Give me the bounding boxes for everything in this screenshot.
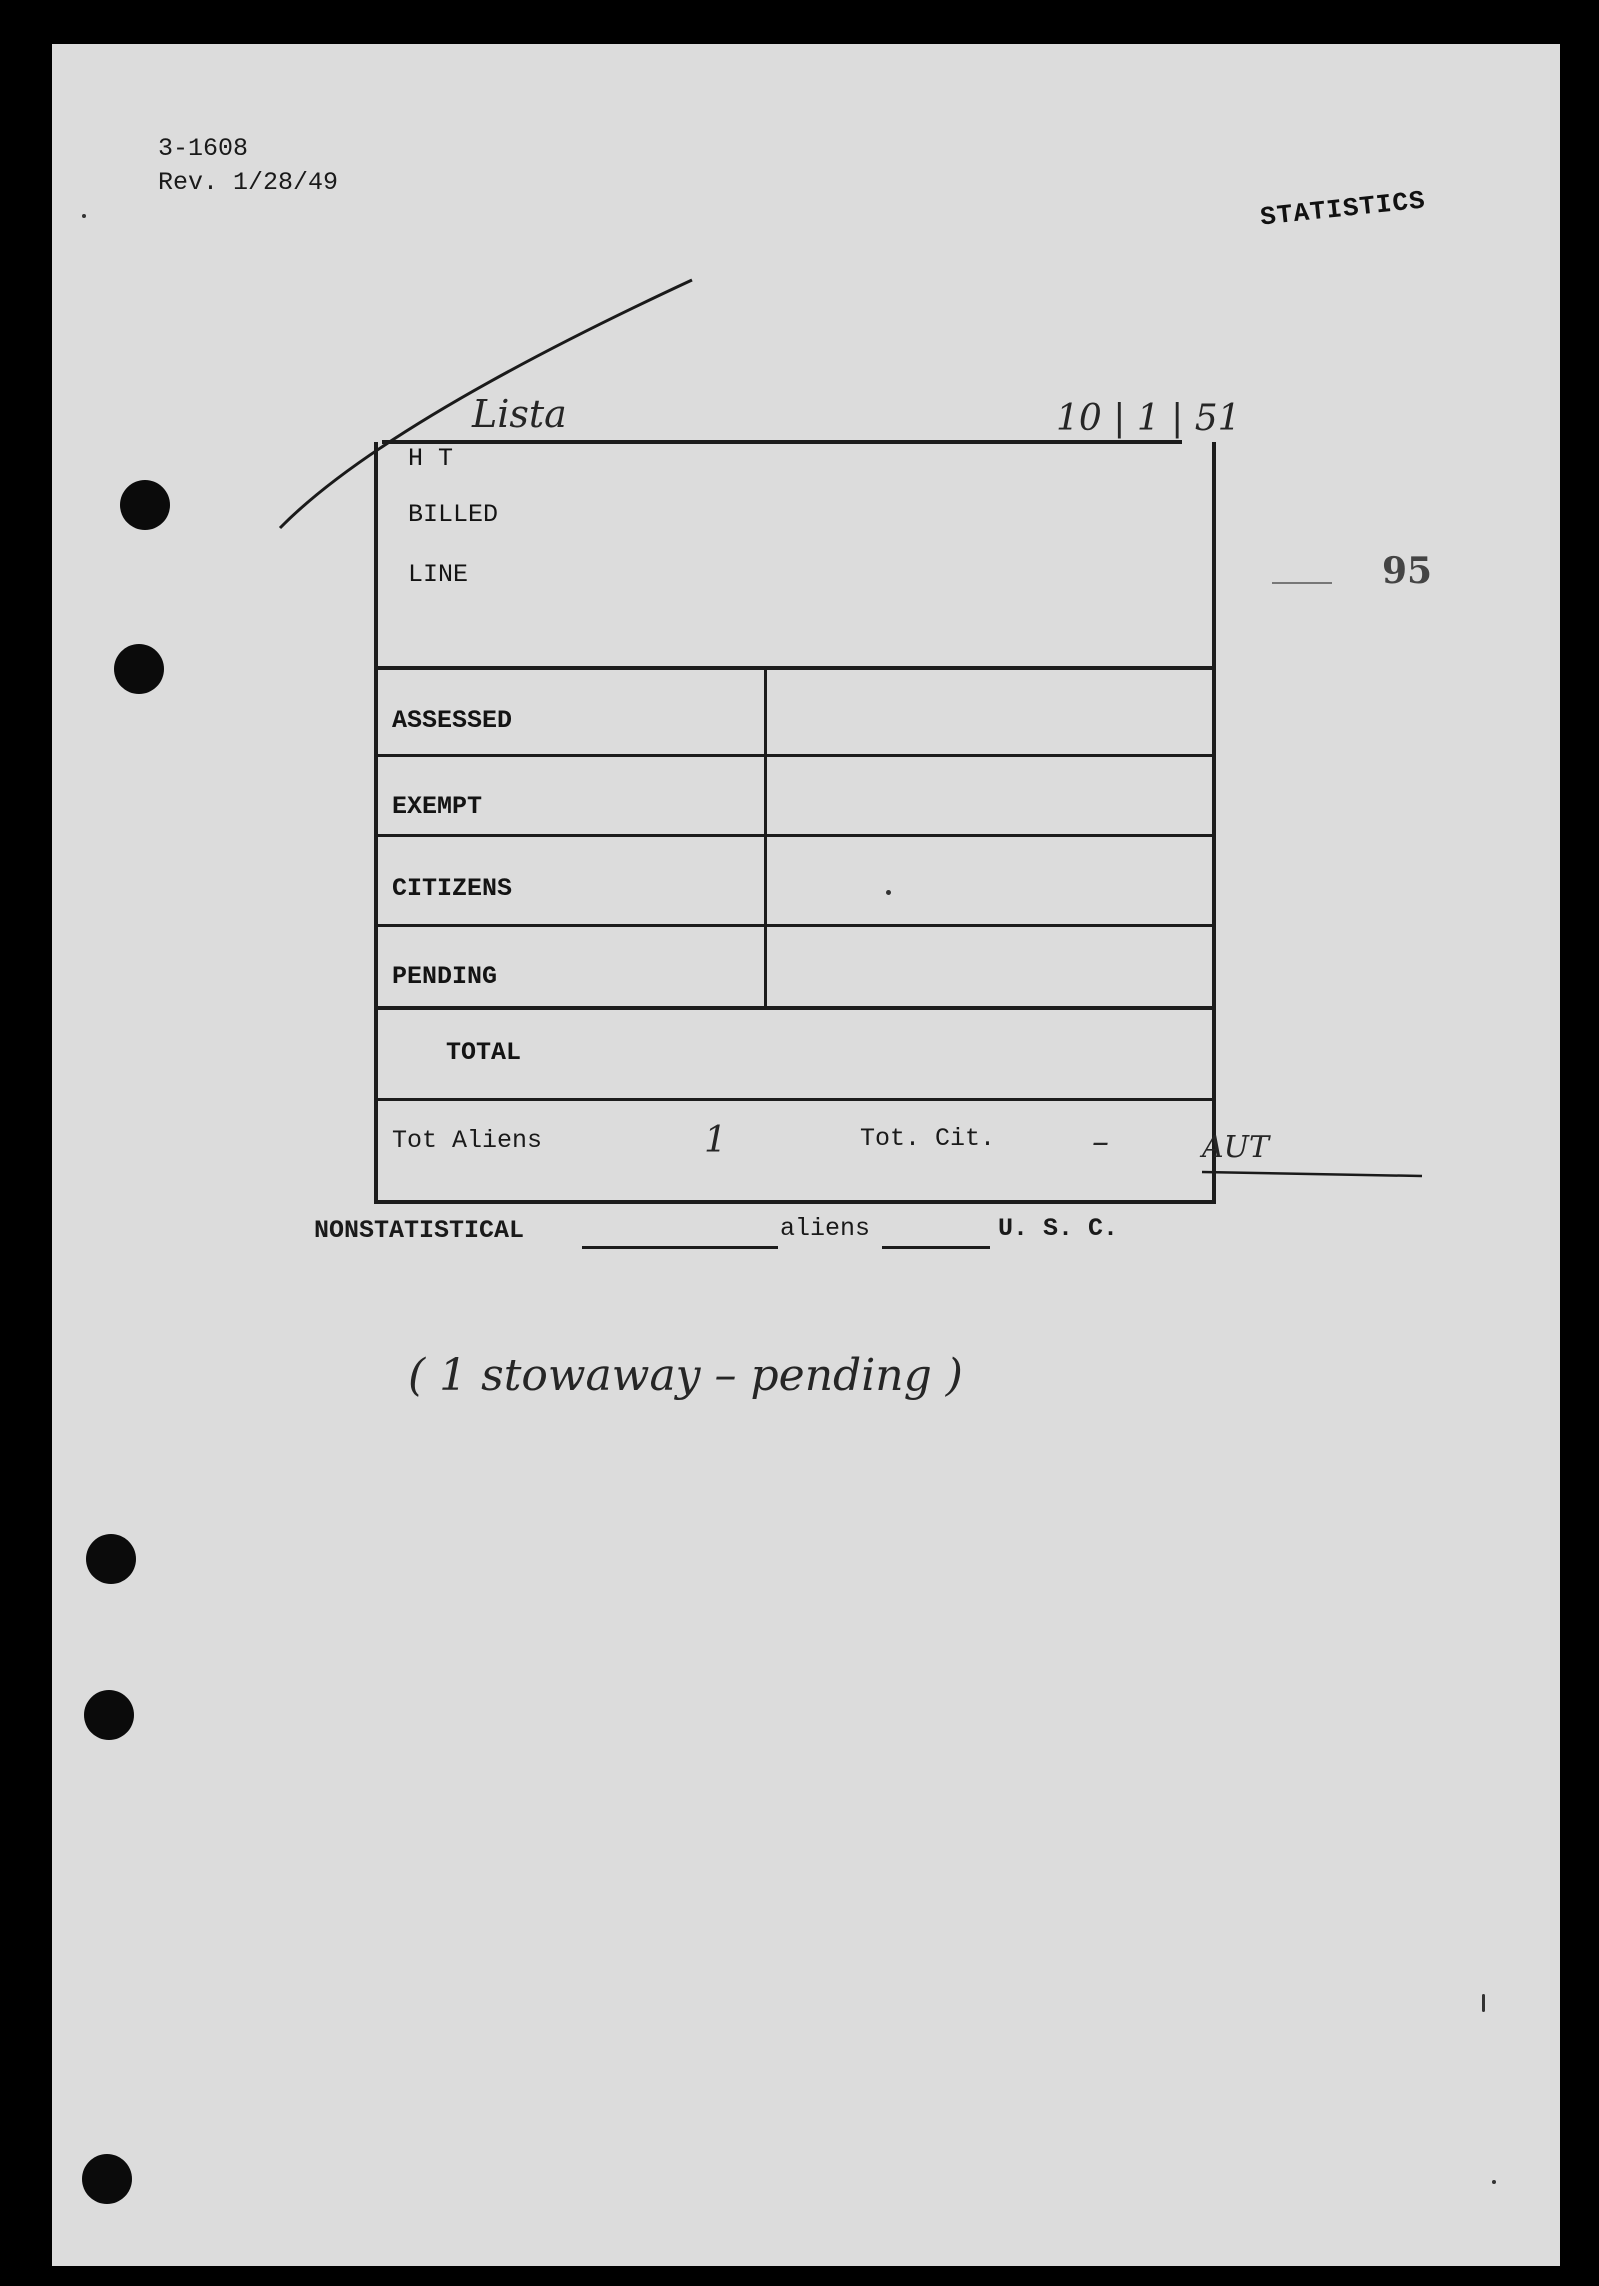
speck <box>886 890 891 895</box>
label-line: LINE <box>408 560 469 589</box>
row-divider <box>374 1006 1216 1010</box>
blank-line-nonstatistical <box>582 1246 778 1249</box>
statistics-stamp: STATISTICS <box>1258 185 1428 233</box>
row-divider <box>374 1098 1216 1101</box>
row-divider <box>374 924 1216 927</box>
table-bottom-border <box>374 1200 1216 1204</box>
handwritten-tot-aliens: 1 <box>704 1120 727 1161</box>
handwritten-vessel-name: Lista <box>472 392 567 436</box>
label-nonstatistical: NONSTATISTICAL <box>314 1216 525 1245</box>
label-ht: H T <box>408 444 454 473</box>
label-tot-aliens: Tot Aliens <box>392 1126 543 1155</box>
row-divider <box>374 754 1216 757</box>
row-divider <box>374 666 1216 670</box>
label-exempt: EXEMPT <box>392 792 483 821</box>
speck <box>1482 1994 1485 2012</box>
label-pending: PENDING <box>392 962 498 991</box>
label-billed: BILLED <box>408 500 499 529</box>
document-page <box>52 44 1560 2266</box>
faint-dash <box>1272 582 1332 584</box>
label-tot-cit: Tot. Cit. <box>860 1124 996 1153</box>
table-left-border <box>374 442 378 1202</box>
handwritten-tot-cit: – <box>1092 1122 1109 1162</box>
form-number: 3-1608 <box>158 134 249 163</box>
row-divider <box>374 834 1216 837</box>
blank-line-aliens <box>882 1246 990 1249</box>
label-usc: U. S. C. <box>998 1214 1119 1243</box>
label-assessed: ASSESSED <box>392 706 513 735</box>
label-total: TOTAL <box>446 1038 522 1067</box>
label-aliens: aliens <box>780 1214 871 1243</box>
handwritten-initials: AUT <box>1202 1130 1269 1165</box>
speck <box>1492 2180 1496 2184</box>
column-divider <box>764 668 767 1008</box>
pen-stroke-diagonal <box>52 44 1560 2266</box>
label-citizens: CITIZENS <box>392 874 513 903</box>
speck <box>82 214 86 218</box>
table-top-border <box>382 440 1182 444</box>
form-revision: Rev. 1/28/49 <box>158 168 339 197</box>
handwritten-date: 10 | 1 | 51 <box>1056 398 1241 439</box>
handwritten-note: ( 1 stowaway – pending ) <box>408 1350 963 1401</box>
table-right-border <box>1212 442 1216 1202</box>
handwritten-page-number: 95 <box>1382 550 1433 592</box>
